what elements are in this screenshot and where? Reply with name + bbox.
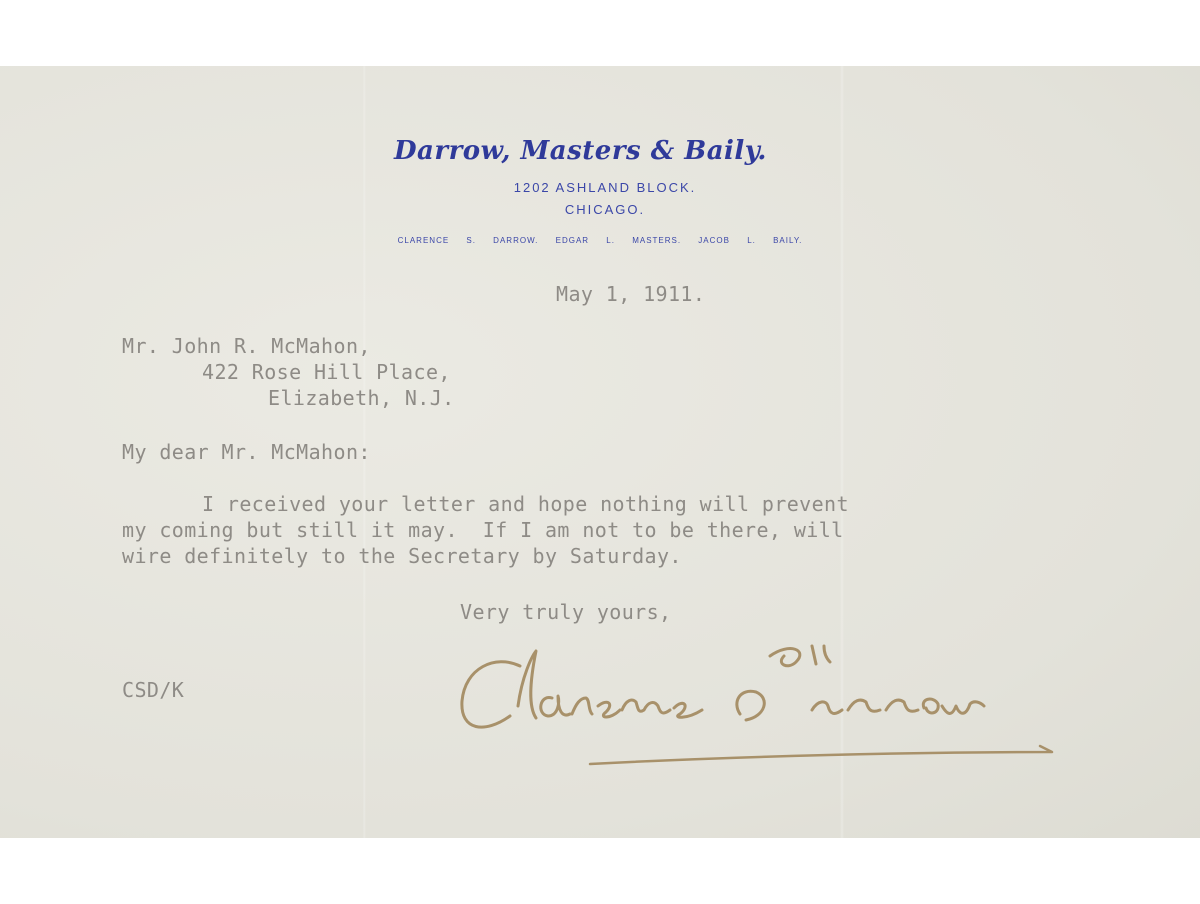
letter-date: May 1, 1911. (556, 282, 706, 306)
firm-partners: CLARENCE S. DARROW. EDGAR L. MASTERS. JACOB L. BAILY. (397, 236, 803, 245)
body-line-1: I received your letter and hope nothing will prevent (202, 492, 849, 516)
firm-address: 1202 ASHLAND BLOCK. (513, 180, 697, 195)
recipient-city: Elizabeth, N.J. (268, 386, 455, 410)
recipient-street: 422 Rose Hill Place, (202, 360, 451, 384)
signature (440, 606, 1160, 766)
body-line-3: wire definitely to the Secretary by Saturday. (122, 544, 682, 568)
recipient-name: Mr. John R. McMahon, (122, 334, 371, 358)
body-line-2: my coming but still it may. If I am not to be there, will (122, 518, 844, 542)
letter-sheet (0, 66, 1200, 838)
firm-name: Darrow, Masters & Baily. (394, 136, 767, 166)
salutation: My dear Mr. McMahon: (122, 440, 371, 464)
firm-city: CHICAGO. (564, 202, 646, 217)
closing: Very truly yours, (460, 600, 672, 624)
typist-initials: CSD/K (122, 678, 185, 702)
